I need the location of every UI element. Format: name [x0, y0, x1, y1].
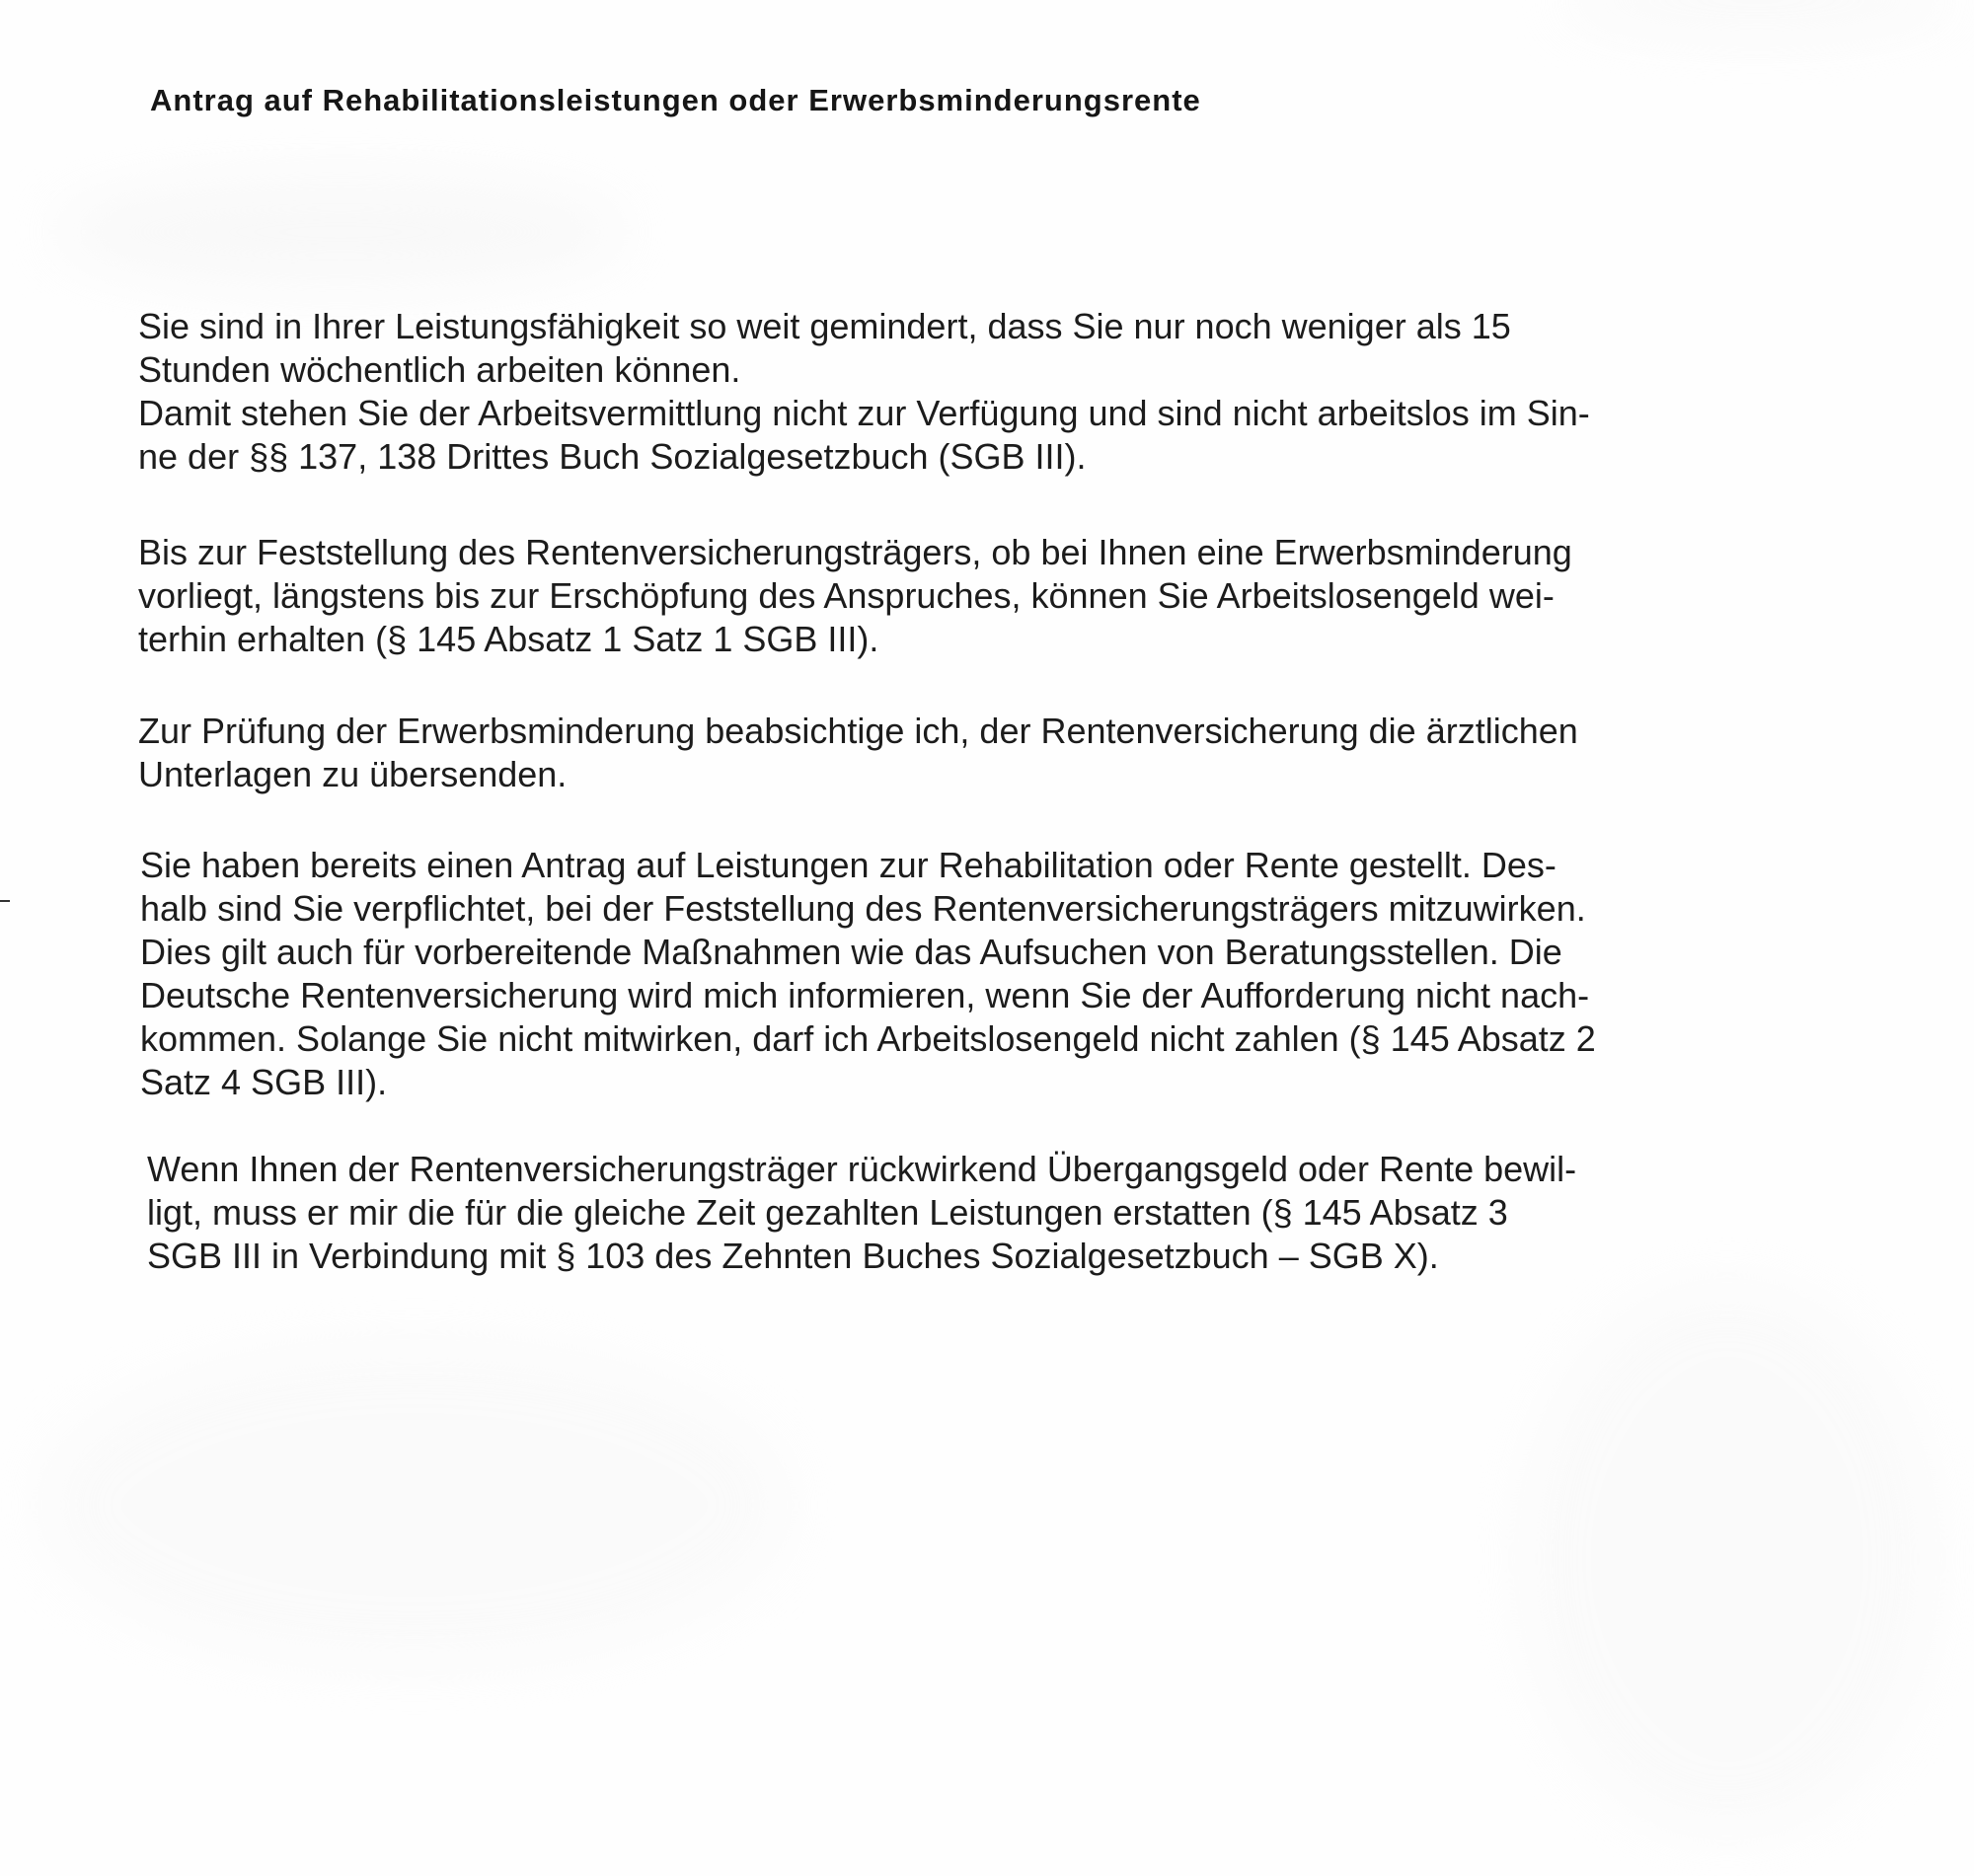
text-line: Bis zur Feststellung des Rentenversicherungsträgers, ob bei Ihnen eine Erwerbsminderung — [138, 532, 1572, 572]
text-line: Damit stehen Sie der Arbeitsvermittlung nicht zur Verfügung und sind nicht arbeitslos im Sin- — [138, 393, 1590, 433]
text-line: Unterlagen zu übersenden. — [138, 754, 568, 794]
paragraph-pruefung — [138, 710, 1578, 796]
text-line: halb sind Sie verpflichtet, bei der Feststellung des Rentenversicherungsträgers mitzuwirken. — [140, 888, 1586, 929]
scan-smudge — [1559, 0, 1954, 39]
text-line: SGB III in Verbindung mit § 103 des Zehnten Buches Sozialgesetzbuch – SGB X). — [147, 1236, 1439, 1276]
text-line: kommen. Solange Sie nicht mitwirken, darf ich Arbeitslosengeld nicht zahlen (§ 145 Absatz 2 — [140, 1018, 1596, 1059]
text-line: terhin erhalten (§ 145 Absatz 1 Satz 1 SGB III). — [138, 619, 879, 659]
text-line: Stunden wöchentlich arbeiten können. — [138, 349, 741, 390]
paragraph-feststellung — [138, 531, 1572, 661]
scan-smudge — [54, 178, 627, 286]
text-line: vorliegt, längstens bis zur Erschöpfung des Anspruches, können Sie Arbeitslosengeld wei- — [138, 575, 1555, 616]
text-line: Zur Prüfung der Erwerbsminderung beabsichtige ich, der Rentenversicherung die ärztlichen — [138, 711, 1578, 751]
text-line: Deutsche Rentenversicherung wird mich informieren, wenn Sie der Aufforderung nicht nach- — [140, 975, 1590, 1015]
text-line: Sie haben bereits einen Antrag auf Leistungen zur Rehabilitation oder Rente gestellt. Des- — [140, 845, 1556, 885]
margin-mark — [0, 900, 10, 902]
text-line: Sie sind in Ihrer Leistungsfähigkeit so weit gemindert, dass Sie nur noch weniger als 15 — [138, 306, 1511, 346]
document-title: Antrag auf Rehabilitationsleistungen oder Erwerbsminderungsrente — [150, 83, 1201, 117]
text-line: ligt, muss er mir die für die gleiche Zeit gezahlten Leistungen erstatten (§ 145 Absatz 3 — [147, 1192, 1508, 1233]
paragraph-leistungsfaehigkeit — [138, 305, 1590, 479]
text-line: Dies gilt auch für vorbereitende Maßnahmen wie das Aufsuchen von Beratungsstellen. Die — [140, 932, 1562, 972]
paragraph-mitwirkung — [140, 844, 1596, 1104]
scan-smudge — [39, 1342, 790, 1668]
text-line: Satz 4 SGB III). — [140, 1062, 388, 1102]
scan-smudge — [1520, 1283, 1935, 1836]
text-line: Wenn Ihnen der Rentenversicherungsträger rückwirkend Übergangsgeld oder Rente bewil- — [147, 1149, 1577, 1189]
paragraph-erstattung — [147, 1148, 1576, 1278]
text-line: ne der §§ 137, 138 Drittes Buch Sozialgesetzbuch (SGB III). — [138, 436, 1087, 477]
